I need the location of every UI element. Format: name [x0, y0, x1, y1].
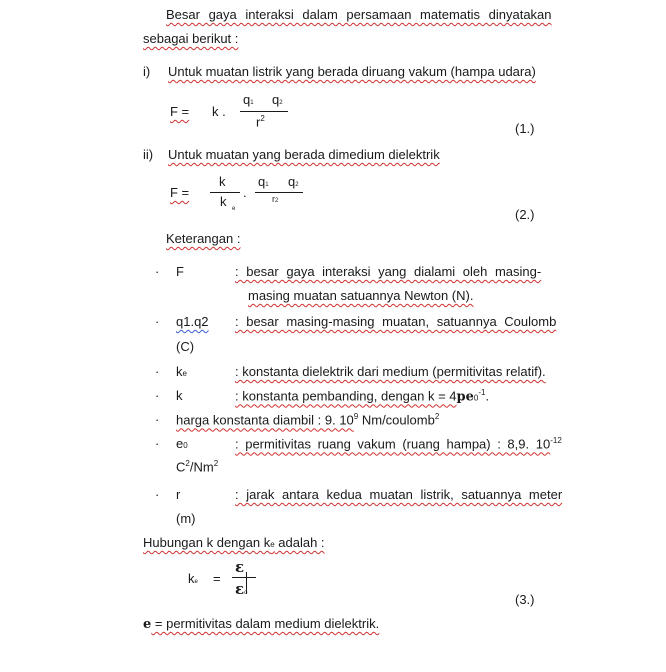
case1-text: [168, 64, 536, 79]
eq2-den-r: r: [272, 194, 275, 204]
bullet: ·: [155, 314, 160, 329]
desc-k: [235, 388, 489, 404]
eq2-q2: [288, 174, 299, 189]
eq2-k-fraction-line: [210, 192, 240, 193]
eq2-fraction-line: [255, 192, 303, 193]
intro-line-1-text: Besar gaya interaksi dalam persamaan matematis dinyatakan: [166, 7, 552, 22]
eq2-q1: [258, 174, 269, 189]
eq2-den-sup: 2: [275, 198, 279, 204]
harga-konstanta-unit-sup: 2: [434, 412, 440, 421]
eq1-den-sup: 2: [260, 114, 265, 123]
eq1-q2-sym: q: [272, 92, 280, 107]
eq1-q1-sub: 1: [250, 100, 254, 106]
desc-k-symbol: pe: [456, 389, 474, 405]
intro-line-2: [143, 31, 238, 46]
eq1-denominator: [256, 114, 265, 129]
desc-q1q2-line1: [235, 314, 556, 329]
relation-text-sub: e: [270, 540, 275, 549]
desc-k-sub: 0: [473, 393, 479, 403]
relation-text-end: adalah :: [274, 535, 325, 550]
eq1-q1-sym: q: [243, 92, 251, 107]
eq2-q2-sub: 2: [295, 182, 299, 188]
desc-f-line2: [248, 288, 473, 303]
desc-q1q2-line2: (C): [176, 339, 195, 354]
keterangan-title: [166, 231, 240, 246]
bullet: ·: [155, 412, 160, 427]
bullet: ·: [155, 436, 160, 451]
term-ke-k: k: [176, 364, 183, 379]
term-e0-sub: 0: [183, 441, 188, 450]
eq1-den-r: r: [256, 114, 261, 130]
desc-f-line2-text: masing muatan satuannya Newton (N).: [248, 288, 474, 303]
case2-text: [168, 147, 440, 162]
desc-e0-line2: [176, 459, 218, 474]
eq2-q2-sym: q: [288, 174, 296, 189]
term-k: k: [176, 388, 183, 403]
term-q1q2-text: q1.q2: [176, 314, 209, 329]
term-ke-sub: e: [182, 369, 187, 378]
term-r: r: [176, 487, 181, 502]
desc-k-sup: -1: [478, 388, 486, 397]
eq2-q1-sub: 1: [265, 182, 269, 188]
desc-e0-sup: -12: [550, 436, 562, 445]
eq3-den-sub: o: [244, 590, 248, 596]
eq3-numerator: ε: [235, 558, 245, 576]
intro-line-2-text: sebagai berikut :: [143, 31, 239, 46]
term-ke: [176, 364, 187, 379]
bullet: ·: [155, 264, 160, 279]
harga-konstanta-text: harga konstanta diambil : 9. 10: [176, 412, 354, 428]
term-f: F: [176, 264, 184, 279]
eq2-dot: .: [243, 185, 247, 200]
eq2-k-num: k: [219, 174, 226, 189]
keterangan-title-text: Keterangan :: [166, 231, 241, 246]
desc-e0-line1-text: : permitivitas ruang vakum (ruang hampa) : 8,9. 10: [235, 436, 551, 452]
case1-text-span: Untuk muatan listrik yang berada diruang vakum (hampa udara): [168, 64, 536, 79]
desc-k-text: : konstanta pembanding, dengan k = 4: [235, 388, 457, 404]
eq2-number: (2.): [515, 207, 535, 222]
eq2-k-den-sub: e: [232, 206, 236, 212]
desc-e0-line1: [235, 436, 562, 451]
footer-symbol: e: [143, 617, 152, 632]
harga-konstanta: [176, 412, 439, 427]
eq1-q2: [272, 92, 283, 107]
eq2-k-den-sym: k: [220, 194, 227, 206]
eq2-q1-sym: q: [258, 174, 266, 189]
eq3-equals: =: [213, 571, 221, 586]
desc-f-line1: [235, 264, 541, 279]
footer-line: [143, 616, 379, 632]
desc-r-line1-text: : jarak antara kedua muatan listrik, satuannya meter: [235, 487, 563, 502]
footer-text: = permitivitas dalam medium dielektrik.: [151, 616, 380, 631]
bullet: ·: [155, 487, 160, 502]
eq1-number: (1.): [515, 121, 535, 136]
eq1-q1: [243, 92, 254, 107]
case2-marker: ii): [143, 147, 154, 162]
desc-e0-unit-c: C: [176, 459, 186, 475]
term-q1q2: [176, 314, 209, 329]
bullet: ·: [155, 364, 160, 379]
eq3-number: (3.): [515, 592, 535, 607]
eq1-lhs: F =: [170, 104, 190, 119]
case2-text-span: Untuk muatan yang berada dimedium dielektrik: [168, 147, 440, 162]
eq1-q2-sub: 2: [279, 100, 283, 106]
desc-e0-unit-c-sup: 2: [185, 459, 190, 468]
eq1-k: k .: [212, 104, 226, 119]
eq1-fraction-line: [240, 111, 288, 112]
case1-marker: i): [143, 64, 151, 79]
relation-text-main: Hubungan k dengan k: [143, 535, 271, 550]
harga-konstanta-unit: Nm/coulomb: [358, 412, 435, 428]
desc-r-line2: (m): [176, 511, 196, 526]
eq2-lhs: F =: [170, 185, 190, 200]
desc-e0-unit-nm: /Nm: [189, 459, 214, 475]
bullet: ·: [155, 388, 160, 403]
desc-ke-text: : konstanta dielektrik dari medium (permitivitas relatif).: [235, 364, 546, 379]
eq3-fraction-line: [232, 577, 256, 578]
desc-f-line1-text: : besar gaya interaksi yang dialami oleh masing-: [235, 264, 542, 279]
eq2-k-den: [220, 194, 227, 206]
relation-text: [143, 535, 325, 550]
eq3-lhs-sub: e: [194, 579, 198, 585]
desc-r-line1: [235, 487, 562, 502]
eq3-den-epsilon: ε: [235, 580, 245, 598]
term-e0: [176, 436, 188, 451]
desc-q1q2-line1-text: : besar masing-masing muatan, satuannya Coulomb: [235, 314, 557, 329]
term-e0-e: e: [176, 436, 184, 451]
desc-k-end: .: [485, 388, 490, 404]
eq3-lhs: [188, 571, 198, 586]
eq3-lhs-k: k: [188, 571, 195, 586]
desc-e0-unit-nm-sup: 2: [213, 459, 219, 468]
eq3-denominator: [235, 580, 247, 598]
eq2-denominator: [272, 194, 278, 204]
desc-ke: [235, 364, 546, 379]
harga-konstanta-sup: 9: [353, 412, 359, 421]
intro-line-1: [166, 7, 552, 22]
